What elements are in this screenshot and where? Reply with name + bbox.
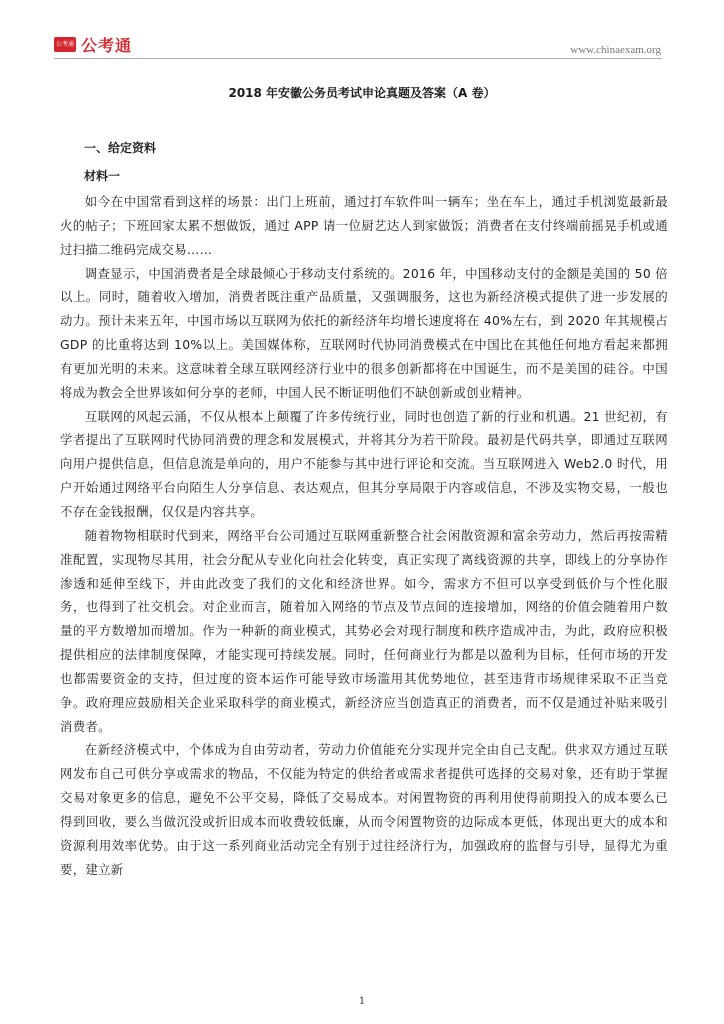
- header-divider: [54, 58, 662, 59]
- logo-badge-icon: 公考通: [54, 37, 76, 52]
- section-heading: 一、给定资料: [84, 141, 157, 155]
- page-header: [0, 0, 724, 62]
- paragraph: 互联网的风起云涌，不仅从根本上颠覆了许多传统行业，同时也创造了新的行业和机遇。21 世纪初，有学者提出了互联网时代协同消费的理念和发展模式，并将其分为若干阶段。最初是代码共享，即通过互联网向用户提供信息，但信息流是单向的，用户不能参与其中进行评论和交流。当互联网进入 Web2.0 时代，用户开始通过网络平台向陌生人分享信息、表达观点，但其分享局限于内容或信息，不涉及实物交易，一般也不存在金钱报酬，仅仅是内容共享。: [60, 408, 668, 519]
- paragraph: 调查显示，中国消费者是全球最倾心于移动支付系统的。2016 年，中国移动支付的金额是美国的 50 倍以上。同时，随着收入增加，消费者既注重产品质量，又强调服务，这也为新经济模式提供了进一步发展的动力。预计未来五年，中国市场以互联网为依托的新经济年均增长速度将在 40%左右，到 2020 年其规模占 GDP 的比重将达到 10%以上。美国媒体称，互联网时代协同消费模式在中国比在其他任何地方看起来都拥有更加光明的未来。这意味着全球互联网经济行业中的很多创新都将在中国诞生，而不是美国的硅谷。中国将成为教会全世界该如何分享的老师，中国人民不断证明他们不缺创新或创业精神。: [60, 265, 668, 400]
- paragraph: 随着物物相联时代到来，网络平台公司通过互联网重新整合社会闲散资源和富余劳动力，然后再按需精准配置，实现物尽其用，社会分配从专业化向社会化转变，真正实现了离线资源的共享，即线上的分享协作渗透和延伸至线下，并由此改变了我们的文化和经济世界。如今，需求方不但可以享受到低价与个性化服务，也得到了社交机会。对企业而言，随着加入网络的节点及节点间的连接增加，网络的价值会随着用户数量的平方数增加而增加。作为一种新的商业模式，其势必会对现行制度和秩序造成冲击，为此，政府应积极提供相应的法律制度保障，才能实现可持续发展。同时，任何商业行为都是以盈利为目标，任何市场的开发也都需要资金的支持，但过度的资本运作可能导致市场滥用其优势地位，甚至违背市场规律采取不正当竞争。政府理应鼓励相关企业采取科学的商业模式，新经济应当创造真正的消费者，而不仅是通过补贴来吸引消费者。: [60, 527, 668, 734]
- document-title: 2018 年安徽公务员考试申论真题及答案（A 卷）: [228, 86, 496, 100]
- logo-text: 公考通: [81, 36, 133, 55]
- material-heading: 材料一: [84, 169, 121, 183]
- page-number: 1: [358, 996, 366, 1007]
- paragraph: 在新经济模式中，个体成为自由劳动者，劳动力价值能充分实现并完全由自己支配。供求双方通过互联网发布自己可供分享或需求的物品，不仅能为特定的供给者或需求者提供可选择的交易对象，还有助于掌握交易对象更多的信息，避免不公平交易，降低了交易成本。对闲置物资的再利用使得前期投入的成本要么已得到回收，要么当做沉没或折旧成本而收费较低廉，从而令闲置物资的边际成本更低，体现出更大的成本和资源利用效率优势。由于这一系列商业活动完全有别于过往经济行为，加强政府的监督与引导，显得尤为重要，建立新: [60, 742, 668, 877]
- site-url: www.chinaexam.org: [570, 44, 661, 56]
- document-body: [60, 190, 668, 881]
- paragraph: 如今在中国常看到这样的场景：出门上班前，通过打车软件叫一辆车；坐在车上，通过手机浏览最新最火的帖子；下班回家太累不想做饭，通过 APP 请一位厨艺达人到家做饭；消费者在支付终端前摇晃手机或通过扫描二维码完成交易……: [60, 194, 668, 257]
- site-logo[interactable]: [54, 33, 132, 56]
